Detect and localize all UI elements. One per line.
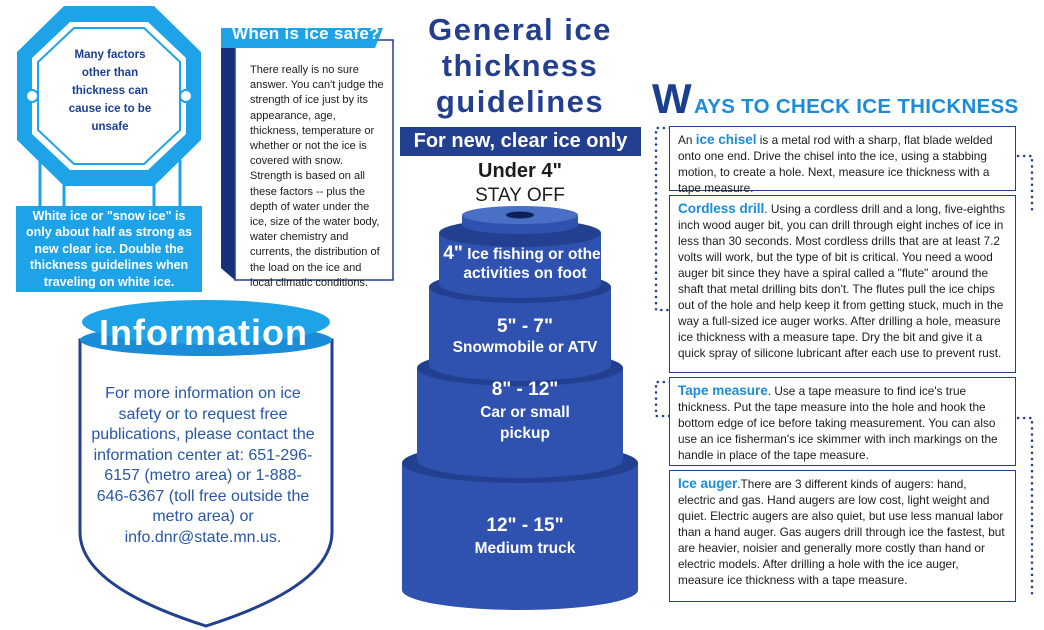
way-ice-auger: [669, 470, 1016, 602]
when-safe-text: There really is no sure answer. You can't judge the strength of ice just by its appearance, age, thickness, temperature or whether or not the ice is covered with snow. Strength is based on all these factors -- plus the depth of water under the ice, size of the water body, water chemistry and currents, the distribution of the load on the ice and local climatic conditions.: [250, 64, 384, 289]
under-4-label: Under 4": [478, 160, 562, 182]
tier-2-use: Snowmobile or ATV: [452, 339, 598, 356]
guidelines-title: General ice thickness guidelines: [428, 12, 612, 119]
information-title: Information: [99, 312, 308, 353]
tier-2-thickness: 5" - 7": [496, 316, 554, 337]
way-cordless-drill: [669, 195, 1016, 373]
way-tape-measure-heading: Tape measure: [678, 383, 768, 398]
way-tape-measure: [669, 377, 1016, 466]
way-ice-chisel-heading: ice chisel: [695, 132, 757, 147]
way-ice-chisel-lead: An: [678, 133, 696, 147]
when-safe-title: When is ice safe?: [232, 24, 380, 43]
tier-3-use: Car or small pickup: [480, 404, 570, 442]
tier-3: [470, 378, 580, 444]
way-ice-auger-text: .There are 3 different kinds of augers: hand, electric and gas. Hand augers are low cost, light weight and quiet. Electric augers are also quiet, but use less manual labor than a hand auger. Gas augers drill through ice the fastest, but are heavier, noisier and generally more costly than hand or electric models. After drilling a hole with the ice auger, measure ice thickness with a tape measure.: [678, 477, 1005, 587]
tier-4: [470, 514, 580, 559]
tier-4-thickness: 12" - 15": [486, 515, 564, 536]
tier-3-thickness: 8" - 12": [491, 379, 559, 400]
tier-1-use: Ice fishing or other activities on foot: [463, 246, 607, 282]
way-cordless-drill-text: . Using a cordless drill and a long, five-eighths inch wood auger bit, you can drill through eight inches of ice in less than 30 seconds. Most cordless drills that are at least 7.2 volts will work, but the type of bit is critical. You need a wood auger bit since they have a spiral called a "flute" around the shaft that metal drilling bits don't. The flutes pull the ice chips out of the hole and help keep it from getting stuck, much in the way a full-sized ice auger works. After drilling a hole, measure ice thickness with a measure tape. Dry the bit and give it a quick spray of silicone lubricant after each use to prevent rust.: [678, 202, 1005, 360]
tier-1-thickness: 4": [443, 243, 463, 264]
snow-ice-note: White ice or "snow ice" is only about half as strong as new clear ice. Double the thickness guidelines when traveling on white ice.: [16, 206, 202, 292]
new-ice-banner: For new, clear ice only: [400, 127, 641, 156]
way-cordless-drill-heading: Cordless drill: [678, 201, 765, 216]
way-ice-chisel-text: is a metal rod with a sharp, flat blade welded onto one end. Drive the chisel into the ice, using a stabbing motion, to create a hole. Next, measure ice thickness with a tape measure.: [678, 133, 993, 195]
tier-2: [440, 316, 610, 358]
tier-1: [440, 244, 610, 283]
tier-4-use: Medium truck: [474, 540, 576, 557]
ways-title: AYS TO CHECK ICE THICKNESS: [694, 95, 1019, 118]
way-tape-measure-text: . Use a tape measure to find ice's true thickness. Put the tape measure into the hole and hook the bottom edge of ice before taking measurement. You can also use an ice fisherman's ice skimmer with inch markings on the handle in place of the tape measure.: [678, 384, 998, 462]
ways-title-initial: W: [652, 75, 692, 122]
information-text: For more information on ice safety or to request free publications, please contact the information center at: 651-296-6157 (metro area) or 1-888-646-6367 (toll free outside the metro area) or info.dnr@state.mn.us.: [91, 385, 315, 546]
stay-off-label: STAY OFF: [475, 185, 565, 206]
way-ice-chisel: [669, 126, 1016, 195]
sign-text: Many factors other than thickness can cause ice to be unsafe: [68, 49, 152, 133]
way-ice-auger-heading: Ice auger: [678, 476, 738, 491]
